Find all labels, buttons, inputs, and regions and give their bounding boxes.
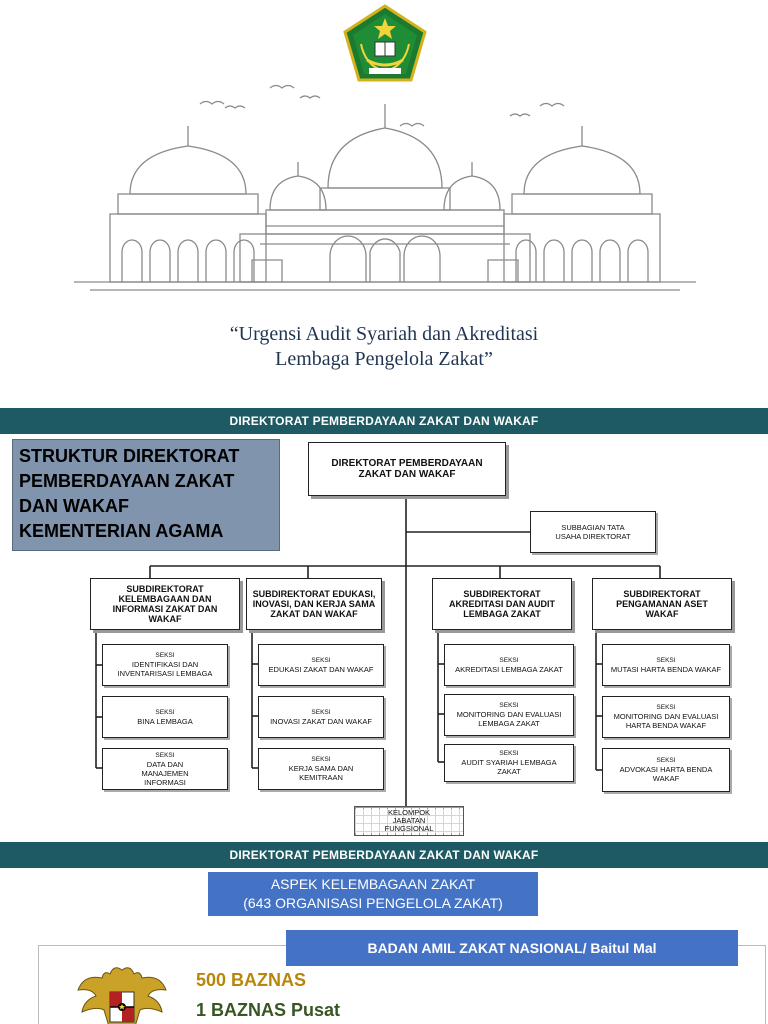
org-subdirektorat-label: SUBDIREKTORAT KELEMBAGAAN DAN INFORMASI ZAKAT DAN WAKAF bbox=[112, 584, 218, 624]
structure-title-line: KEMENTERIAN AGAMA bbox=[19, 521, 224, 541]
org-seksi-prefix: SEKSI bbox=[311, 756, 331, 763]
org-seksi-box bbox=[102, 696, 228, 738]
org-seksi-label: ADVOKASI HARTA BENDA WAKAF bbox=[619, 765, 713, 783]
org-seksi-prefix: SEKSI bbox=[155, 708, 175, 716]
kemenag-emblem-icon bbox=[337, 4, 433, 84]
org-seksi-prefix: SEKSI bbox=[499, 702, 519, 709]
org-seksi-label: DATA DAN MANAJEMEN INFORMASI bbox=[141, 759, 189, 787]
org-seksi-prefix: SEKSI bbox=[311, 656, 331, 664]
org-seksi-label: MONITORING DAN EVALUASI HARTA BENDA WAKAF bbox=[613, 712, 719, 730]
org-seksi-label: AKREDITASI LEMBAGA ZAKAT bbox=[455, 664, 563, 674]
org-seksi-box bbox=[102, 644, 228, 686]
org-seksi-prefix: SEKSI bbox=[155, 751, 175, 759]
slide-title: “Urgensi Audit Syariah dan Akreditasi Lembaga Pengelola Zakat” bbox=[229, 323, 539, 370]
org-seksi-prefix: SEKSI bbox=[656, 757, 676, 764]
org-seksi-prefix: SEKSI bbox=[656, 704, 676, 711]
structure-title-line: DAN WAKAF bbox=[19, 496, 129, 516]
org-tata-usaha-box bbox=[530, 511, 656, 553]
org-seksi-box bbox=[444, 694, 574, 736]
org-seksi-box bbox=[258, 696, 384, 738]
org-seksi-box bbox=[602, 696, 730, 738]
org-seksi-box bbox=[444, 744, 574, 782]
structure-title-line: PEMBERDAYAAN ZAKAT bbox=[19, 471, 235, 491]
header-bar: DIREKTORAT PEMBERDAYAAN ZAKAT DAN WAKAF bbox=[0, 842, 768, 868]
aspek-subtitle: (643 ORGANISASI PENGELOLA ZAKAT) bbox=[243, 895, 503, 911]
org-seksi-label: AUDIT SYARIAH LEMBAGA ZAKAT bbox=[461, 758, 557, 776]
org-seksi-label: BINA LEMBAGA bbox=[137, 716, 193, 726]
org-seksi-prefix: SEKSI bbox=[656, 656, 676, 664]
cover-slide bbox=[0, 0, 768, 408]
baznas-pusat-count: 1 BAZNAS Pusat bbox=[196, 1000, 341, 1020]
org-seksi-box bbox=[258, 644, 384, 686]
org-seksi-label: IDENTIFIKASI DAN INVENTARISASI LEMBAGA bbox=[117, 660, 213, 678]
aspek-box bbox=[208, 872, 538, 916]
org-seksi-label: KERJA SAMA DAN KEMITRAAN bbox=[288, 764, 354, 782]
org-seksi-prefix: SEKSI bbox=[499, 656, 519, 664]
org-seksi-prefix: SEKSI bbox=[311, 708, 331, 716]
org-root-box bbox=[308, 442, 506, 496]
org-subdirektorat-label: SUBDIREKTORAT EDUKASI, INOVASI, DAN KERJA SAMA ZAKAT DAN WAKAF bbox=[252, 589, 376, 619]
org-seksi-label: MUTASI HARTA BENDA WAKAF bbox=[610, 664, 722, 674]
org-seksi-label: EDUKASI ZAKAT DAN WAKAF bbox=[268, 664, 374, 674]
kelembagaan-slide bbox=[0, 842, 768, 1024]
org-seksi-box bbox=[444, 644, 574, 686]
org-tata-usaha-label: SUBBAGIAN TATA USAHA DIREKTORAT bbox=[555, 523, 631, 541]
org-seksi-label: INOVASI ZAKAT DAN WAKAF bbox=[270, 716, 372, 726]
org-seksi-box bbox=[102, 748, 228, 790]
org-subdirektorat-box bbox=[432, 578, 572, 630]
garuda-emblem-icon bbox=[74, 960, 170, 1024]
org-seksi-prefix: SEKSI bbox=[499, 750, 519, 757]
org-seksi-label: MONITORING DAN EVALUASI LEMBAGA ZAKAT bbox=[456, 710, 562, 728]
org-subdirektorat-box bbox=[592, 578, 732, 630]
org-subdirektorat-box bbox=[90, 578, 240, 630]
mosque-illustration bbox=[70, 76, 700, 302]
org-kelompok-label: KELOMPOK JABATAN FUNGSIONAL bbox=[355, 809, 463, 833]
org-seksi-box bbox=[602, 748, 730, 792]
org-root-label: DIREKTORAT PEMBERDAYAAN ZAKAT DAN WAKAF bbox=[331, 458, 483, 480]
baznas-count: 500 BAZNAS bbox=[196, 970, 307, 990]
org-seksi-box bbox=[258, 748, 384, 790]
structure-title-line: STRUKTUR DIREKTORAT bbox=[19, 446, 240, 466]
org-seksi-box bbox=[602, 644, 730, 686]
org-subdirektorat-label: SUBDIREKTORAT PENGAMANAN ASET WAKAF bbox=[616, 589, 708, 619]
header-bar: DIREKTORAT PEMBERDAYAAN ZAKAT DAN WAKAF bbox=[0, 408, 768, 434]
aspek-title: ASPEK KELEMBAGAAN ZAKAT bbox=[270, 876, 476, 892]
org-seksi-prefix: SEKSI bbox=[155, 652, 175, 659]
org-kelompok-box bbox=[354, 806, 464, 836]
org-chart-slide bbox=[0, 408, 768, 842]
org-subdirektorat-box bbox=[246, 578, 382, 630]
org-subdirektorat-label: SUBDIREKTORAT AKREDITASI DAN AUDIT LEMBAGA ZAKAT bbox=[449, 589, 555, 619]
baznas-bar: BADAN AMIL ZAKAT NASIONAL/ Baitul Mal bbox=[286, 930, 738, 966]
